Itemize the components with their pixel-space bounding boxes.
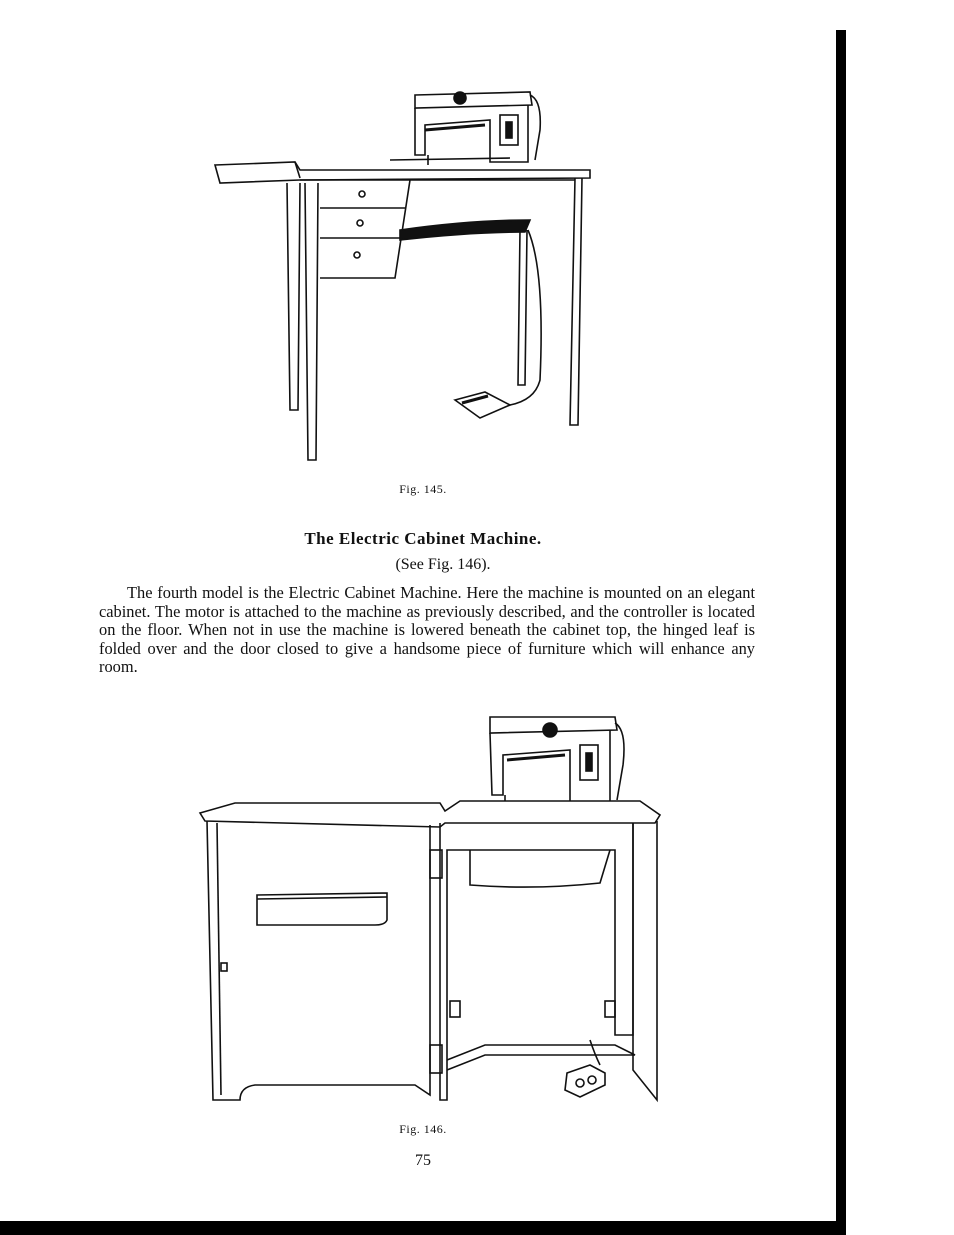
figure-146-cabinet-machine bbox=[195, 705, 670, 1105]
sewing-machine-drawing bbox=[490, 717, 624, 805]
figure-145-caption: Fig. 145. bbox=[399, 482, 447, 496]
figure-146-caption: Fig. 146. bbox=[399, 1122, 447, 1136]
section-title: The Electric Cabinet Machine. bbox=[304, 529, 542, 548]
scan-edge-right bbox=[836, 30, 846, 1235]
figure-145-sewing-table bbox=[210, 70, 600, 465]
page-number: 75 bbox=[415, 1152, 431, 1169]
section-subtitle: (See Fig. 146). bbox=[395, 556, 491, 573]
scan-edge-bottom bbox=[0, 1221, 846, 1235]
sewing-machine-drawing bbox=[390, 92, 540, 165]
body-paragraph: The fourth model is the Electric Cabinet Machine. Here the machine is mounted on an elegant cabinet. The motor is attached to the machine as previously described, and the controller is located on the floor. When not in use the machine is lowered beneath the cabinet top, the hinged leaf is folded over and the door closed to give a handsome piece of furniture which will enhance any room. bbox=[99, 583, 755, 677]
